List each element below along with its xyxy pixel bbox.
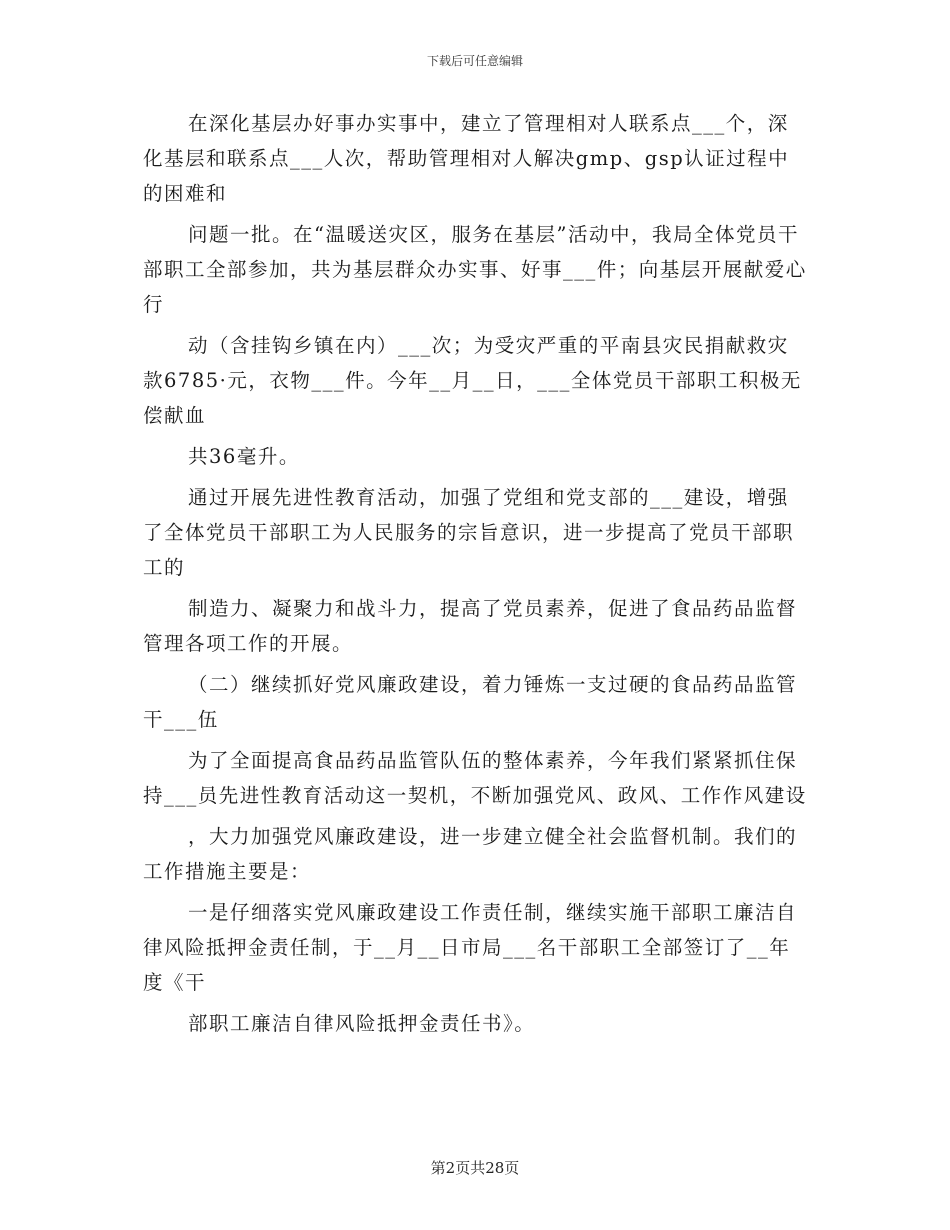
paragraph: 为了全面提高食品药品监管队伍的整体素养，今年我们紧紧抓住保持___员先进性教育活动这一契机，不断加强党风、政风、工作作风建设 <box>143 749 807 807</box>
page-number: 第2页共28页 <box>430 1159 520 1177</box>
paragraph: 一是仔细落实党风廉政建设工作责任制，继续实施干部职工廉洁自律风险抵押金责任制，于__月__日市局___名干部职工全部签订了__年度《干 <box>143 901 798 994</box>
paragraph: 在深化基层办好事办实事中，建立了管理相对人联系点___个，深化基层和联系点___人次，帮助管理相对人解决gmp、gsp认证过程中的困难和 <box>143 112 790 205</box>
paragraph: 问题一批。在“温暖送灾区，服务在基层”活动中，我局全体党员干部职工全部参加，共为基层群众办实事、好事___件；向基层开展献爱心行 <box>143 223 807 316</box>
paragraph: 制造力、凝聚力和战斗力，提高了党员素养，促进了食品药品监督管理各项工作的开展。 <box>143 597 798 655</box>
paragraph: 共36毫升。 <box>188 445 300 468</box>
paragraph: ，大力加强党风廉政建设，进一步建立健全社会监督机制。我们的工作措施主要是： <box>143 825 798 883</box>
page-header: 下载后可任意编辑 <box>426 54 523 68</box>
paragraph: 通过开展先进性教育活动，加强了党组和党支部的___建设，增强了全体党员干部职工为人民服务的宗旨意识，进一步提高了党员干部职工的 <box>143 486 795 579</box>
paragraph: 部职工廉洁自律风险抵押金责任书》。 <box>188 1012 536 1035</box>
document-body <box>143 106 808 1047</box>
section-heading: （二）继续抓好党风廉政建设，着力锤炼一支过硬的食品药品监管干___伍 <box>143 673 798 731</box>
paragraph: 动（含挂钩乡镇在内）___次；为受灾严重的平南县灾民捐献救灾款6785·元，衣物___件。今年__月__日，___全体党员干部职工积极无偿献血 <box>143 334 802 427</box>
